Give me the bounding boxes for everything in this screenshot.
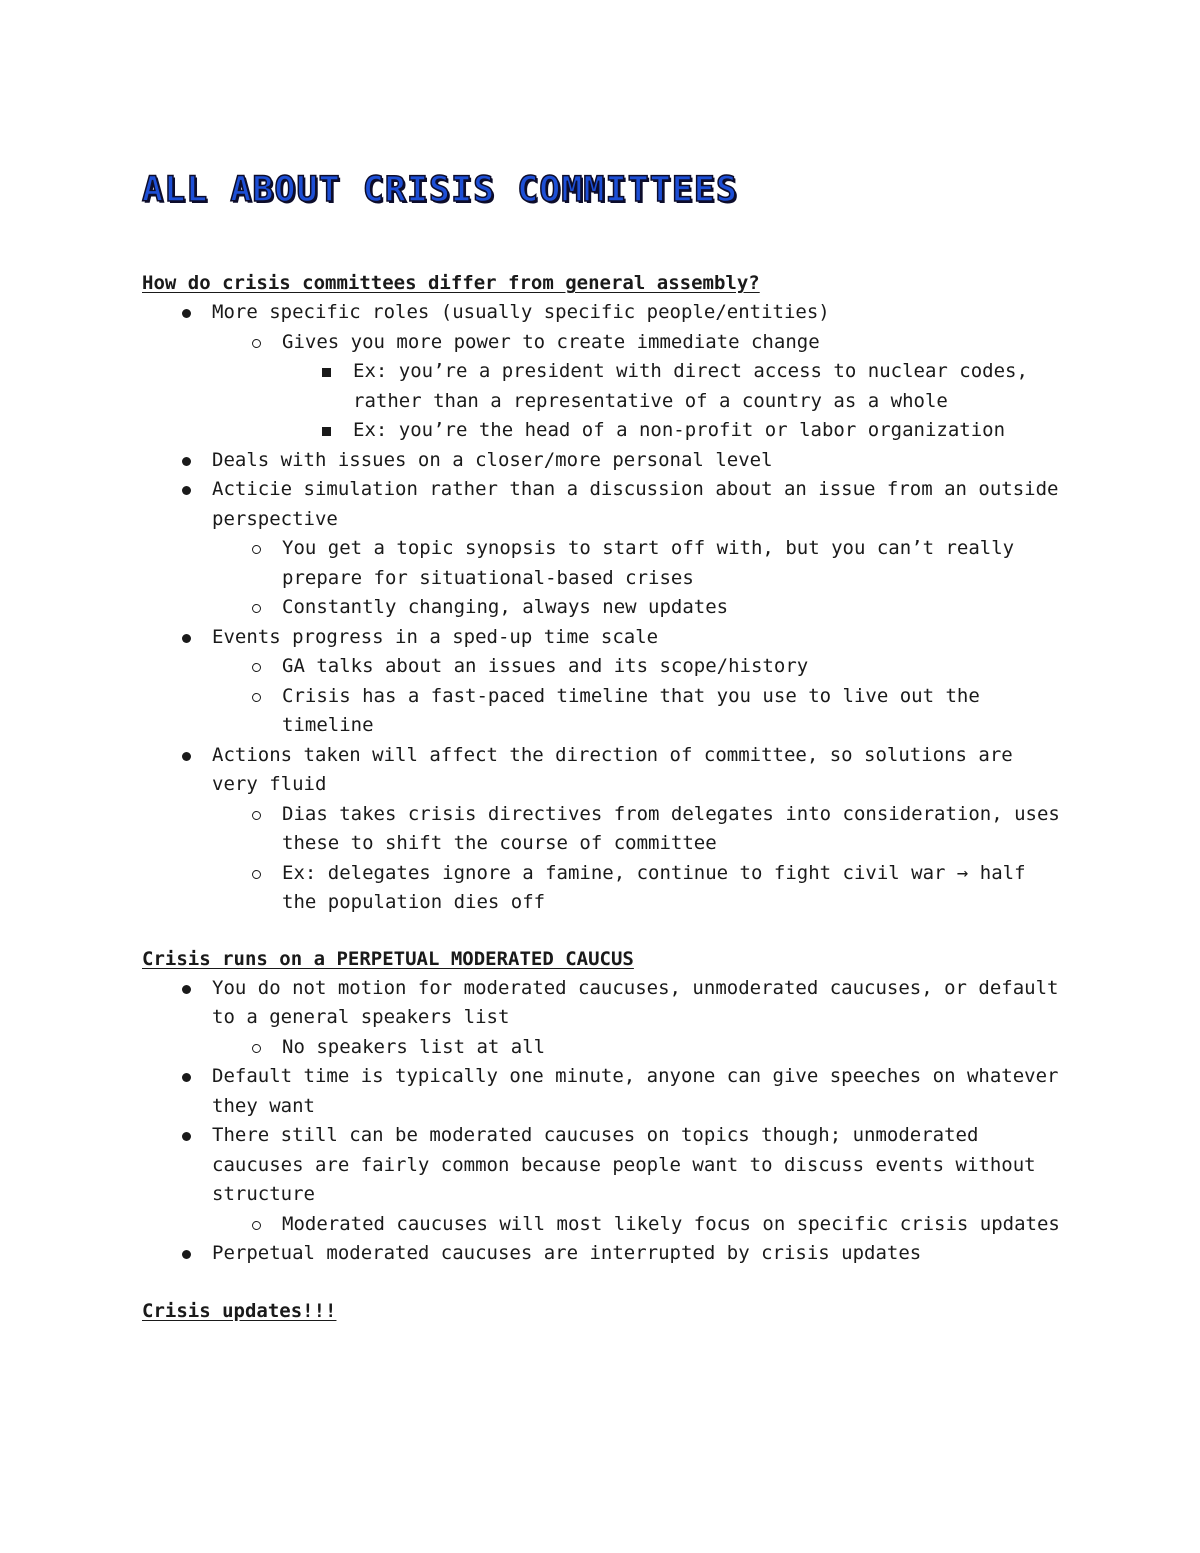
list-item <box>142 446 1062 476</box>
list-item <box>142 741 1062 800</box>
list-item-text: There still can be moderated caucuses on topics though; unmoderated caucuses are fairly common because people want to discuss events without structure <box>212 1124 1036 1205</box>
list-item-text: No speakers list at all <box>282 1035 546 1058</box>
list-item-text: More specific roles (usually specific people/entities) <box>212 301 830 323</box>
section-heading: How do crisis committees differ from general assembly? <box>142 272 760 294</box>
list-item <box>142 328 1062 358</box>
sub-bullet-list <box>142 1210 1062 1240</box>
list-item-text: Constantly changing, always new updates <box>282 596 729 618</box>
list-item-text: Deals with issues on a closer/more personal level <box>212 448 773 471</box>
list-item <box>142 357 1062 416</box>
spacer <box>142 918 1062 944</box>
bullet-list <box>142 446 1062 535</box>
list-item-text: Ex: you’re a president with direct access to nuclear codes, rather than a representative of a country as a whole <box>353 360 1028 412</box>
section-heading: Crisis runs on a PERPETUAL MODERATED CAUCUS <box>142 947 634 970</box>
list-item <box>142 1062 1062 1121</box>
list-item-text: Actions taken will affect the direction of committee, so solutions are very fluid <box>212 743 1013 795</box>
sub-bullet-list <box>142 534 1062 623</box>
list-item-text: Perpetual moderated caucuses are interrupted by crisis updates <box>212 1242 922 1264</box>
list-item-text: Events progress in a sped-up time scale <box>212 625 659 648</box>
list-item-text: Dias takes crisis directives from delegates into consideration, uses these to shift the course of committee <box>282 802 1060 854</box>
bullet-list <box>142 1239 1062 1269</box>
list-item-text: Default time is typically one minute, anyone can give speeches on whatever they want <box>212 1065 1059 1117</box>
list-item-text: Crisis has a fast-paced timeline that you use to live out the timeline <box>282 684 980 736</box>
list-item <box>142 1121 1062 1210</box>
list-item <box>142 475 1062 534</box>
list-item <box>142 1033 1062 1063</box>
bullet-list <box>142 623 1062 653</box>
list-item-text: Gives you more power to create immediate change <box>282 330 820 353</box>
sub-bullet-list <box>142 1033 1062 1063</box>
sub-bullet-list <box>142 652 1062 741</box>
bullet-list <box>142 974 1062 1033</box>
list-item <box>142 1210 1062 1240</box>
list-item <box>142 593 1062 623</box>
document-title: ALL ABOUT CRISIS COMMITTEES <box>142 170 738 210</box>
list-item-text: Acticie simulation rather than a discussion about an issue from an outside perspective <box>212 478 1059 530</box>
spacer <box>142 1269 1062 1296</box>
list-item-text: Moderated caucuses will most likely focus on specific crisis updates <box>282 1212 1060 1235</box>
list-item <box>142 974 1062 1033</box>
bullet-list <box>142 741 1062 800</box>
list-item-text: Ex: delegates ignore a famine, continue to fight civil war → half the population dies off <box>282 861 1026 913</box>
list-item <box>142 416 1062 446</box>
document-page <box>142 168 1062 1326</box>
sub-bullet-list <box>142 800 1062 918</box>
list-item <box>142 652 1062 682</box>
section-heading: Crisis updates!!! <box>142 1299 337 1322</box>
list-item <box>142 800 1062 859</box>
list-item <box>142 534 1062 593</box>
list-item <box>142 682 1062 741</box>
list-item-text: You get a topic synopsis to start off with, but you can’t really prepare for situational-based crises <box>282 537 1015 589</box>
bullet-list <box>142 1062 1062 1210</box>
list-item-text: You do not motion for moderated caucuses, unmoderated caucuses, or default to a general speakers list <box>212 976 1059 1028</box>
bullet-list <box>142 298 1062 328</box>
list-item <box>142 298 1062 328</box>
sub-sub-bullet-list <box>142 357 1062 446</box>
list-item-text: GA talks about an issues and its scope/history <box>282 655 809 677</box>
list-item-text: Ex: you’re the head of a non-profit or labor organization <box>353 419 1006 441</box>
sub-bullet-list <box>142 328 1062 358</box>
list-item <box>142 1239 1062 1269</box>
list-item <box>142 623 1062 653</box>
list-item <box>142 859 1062 918</box>
